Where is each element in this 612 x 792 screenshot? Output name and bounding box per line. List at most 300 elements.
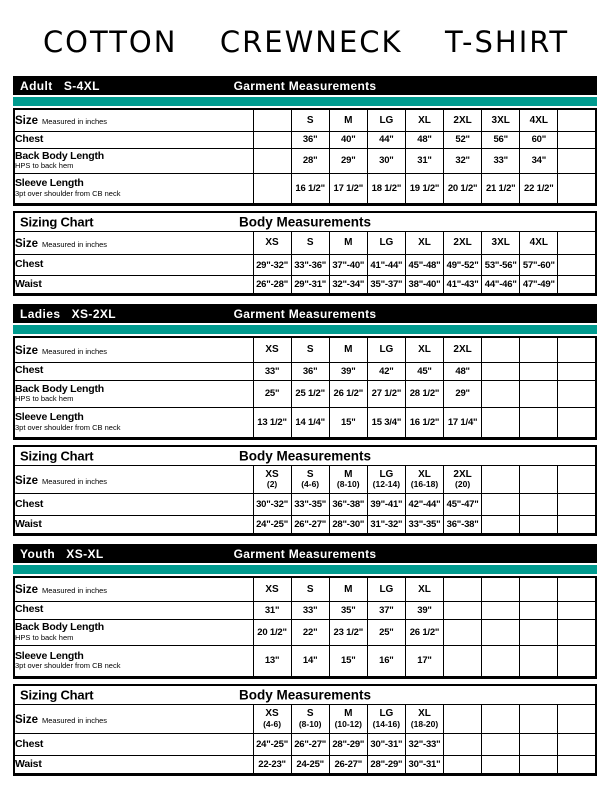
measurement-sublabel: HPS to back hem xyxy=(15,161,74,171)
measurement-value-cell: 22 1/2" xyxy=(520,173,558,204)
measurement-value-cell: 42" xyxy=(367,362,405,380)
measurement-value-cell: 17 1/2" xyxy=(329,173,367,204)
measurement-value-cell: 26 1/2" xyxy=(405,619,443,645)
measurement-value-cell: 22-23" xyxy=(253,756,291,775)
size-column-cell xyxy=(558,337,596,362)
size-column-name: S xyxy=(306,344,314,355)
body-measurements-title: Body Measurements xyxy=(238,687,372,703)
size-unit-note: Measured in inches xyxy=(42,346,108,356)
measurement-value-cell: 15" xyxy=(329,407,367,438)
size-column-cell xyxy=(558,109,596,131)
section-header-center: Garment Measurements xyxy=(233,546,377,561)
size-column-cell xyxy=(405,109,443,131)
measurement-value-cell: 33" xyxy=(253,362,291,380)
measurement-value-cell: 15" xyxy=(329,645,367,677)
measurement-value-cell: 33" xyxy=(482,148,520,173)
section-youth xyxy=(13,544,597,776)
size-column-name: XS xyxy=(265,583,279,595)
size-column-name: S xyxy=(306,237,314,249)
size-column-name: S xyxy=(306,583,314,595)
document-title: COTTON CREWNECK T-SHIRT xyxy=(42,25,570,59)
measurement-value-cell: 41"-43" xyxy=(444,276,482,295)
measurement-value-cell xyxy=(520,619,558,645)
size-column-cell xyxy=(253,337,291,362)
body-measurements-table xyxy=(13,211,597,297)
measurement-value-cell: 34" xyxy=(520,148,558,173)
body-measurements-table xyxy=(13,684,597,777)
measurement-value-cell xyxy=(520,516,558,535)
measurement-label-cell xyxy=(14,619,253,645)
size-column-cell xyxy=(482,577,520,601)
size-column-name: XL xyxy=(418,708,431,720)
size-column-name: XS xyxy=(265,344,279,355)
measurement-label: Chest xyxy=(15,364,44,377)
measurement-label-cell xyxy=(14,601,253,619)
section-header-bar xyxy=(13,76,597,95)
measurement-value-cell: 26 1/2" xyxy=(329,380,367,407)
size-column-name: LG xyxy=(379,583,394,595)
measurement-value-cell: 14 1/4" xyxy=(291,407,329,438)
measurement-value-cell: 26"-28" xyxy=(253,276,291,295)
measurement-row xyxy=(14,756,596,775)
measurement-row xyxy=(14,173,596,204)
measurement-label: Sleeve Length xyxy=(15,177,84,190)
measurement-label: Waist xyxy=(15,277,42,290)
size-column-cell xyxy=(405,466,443,494)
measurement-value-cell: 39" xyxy=(329,362,367,380)
measurement-value-cell: 25" xyxy=(253,380,291,407)
size-column-cell xyxy=(367,232,405,255)
section-title: Ladies XS-2XL xyxy=(20,306,117,321)
measurement-value-cell: 32"-34" xyxy=(329,276,367,295)
measurement-row xyxy=(14,131,596,148)
size-header-row xyxy=(14,466,596,494)
measurement-value-cell xyxy=(558,255,596,276)
measurement-row xyxy=(14,645,596,677)
measurement-value-cell: 49"-52" xyxy=(444,255,482,276)
section-gap xyxy=(13,296,597,304)
measurement-value-cell: 13" xyxy=(253,645,291,677)
measurement-value-cell xyxy=(558,380,596,407)
size-column-name: M xyxy=(344,114,353,126)
size-column-range: (14-16) xyxy=(372,718,401,729)
measurement-value-cell: 35"-37" xyxy=(367,276,405,295)
size-column-cell xyxy=(444,109,482,131)
measurement-value-cell xyxy=(558,276,596,295)
size-header-row xyxy=(14,337,596,362)
measurement-value-cell xyxy=(482,619,520,645)
measurement-value-cell: 24-25" xyxy=(291,756,329,775)
measurement-value-cell: 35" xyxy=(329,601,367,619)
measurement-value-cell: 28"-30" xyxy=(329,516,367,535)
size-column-cell xyxy=(405,337,443,362)
measurement-row xyxy=(14,494,596,516)
size-column-cell xyxy=(329,109,367,131)
measurement-value-cell: 27 1/2" xyxy=(367,380,405,407)
size-label-cell xyxy=(14,705,253,734)
size-column-cell xyxy=(291,466,329,494)
measurement-value-cell: 33"-35" xyxy=(405,516,443,535)
size-column-name: 2XL xyxy=(453,344,472,355)
size-column-cell xyxy=(291,232,329,255)
measurement-value-cell: 26"-27" xyxy=(291,516,329,535)
measurement-value-cell xyxy=(558,619,596,645)
size-column-name: 4XL xyxy=(529,114,548,126)
measurement-value-cell: 22" xyxy=(291,619,329,645)
measurement-value-cell: 47"-49" xyxy=(520,276,558,295)
measurement-value-cell xyxy=(253,148,291,173)
size-column-range: (4-6) xyxy=(263,718,282,729)
measurement-value-cell xyxy=(482,407,520,438)
size-column-name: 2XL xyxy=(453,114,472,126)
measurement-label-cell xyxy=(14,380,253,407)
measurement-value-cell: 30"-31" xyxy=(367,734,405,756)
measurement-row xyxy=(14,276,596,295)
garment-measurements-table xyxy=(13,336,597,440)
size-label: Size xyxy=(15,474,39,487)
size-column-name: XS xyxy=(265,468,279,480)
measurement-row xyxy=(14,734,596,756)
measurement-value-cell: 28 1/2" xyxy=(405,380,443,407)
size-label-cell xyxy=(14,337,253,362)
size-column-name: M xyxy=(344,468,353,480)
page-content xyxy=(13,76,597,776)
measurement-value-cell: 30"-31" xyxy=(405,756,443,775)
measurement-value-cell: 32" xyxy=(444,148,482,173)
size-column-name: M xyxy=(344,583,353,595)
section-title: Adult S-4XL xyxy=(20,78,100,93)
measurement-value-cell: 25 1/2" xyxy=(291,380,329,407)
measurement-value-cell xyxy=(558,601,596,619)
sizing-chart-title: Sizing Chart xyxy=(20,448,94,464)
accent-bar xyxy=(13,565,597,574)
measurement-value-cell: 33"-35" xyxy=(291,494,329,516)
size-column-name: 2XL xyxy=(453,237,472,249)
size-column-cell xyxy=(558,705,596,734)
measurement-value-cell xyxy=(482,494,520,516)
measurement-value-cell xyxy=(520,734,558,756)
measurement-label-cell xyxy=(14,407,253,438)
size-column-name: XL xyxy=(418,583,431,595)
size-column-name: 4XL xyxy=(529,237,548,249)
measurement-value-cell: 33" xyxy=(291,601,329,619)
measurement-value-cell: 26-27" xyxy=(329,756,367,775)
measurement-value-cell: 15 3/4" xyxy=(367,407,405,438)
size-column-cell xyxy=(367,337,405,362)
measurement-value-cell: 16" xyxy=(367,645,405,677)
measurement-value-cell xyxy=(482,380,520,407)
measurement-value-cell: 32"-33" xyxy=(405,734,443,756)
measurement-value-cell xyxy=(520,601,558,619)
measurement-value-cell: 38"-40" xyxy=(405,276,443,295)
size-header-row xyxy=(14,109,596,131)
size-column-name: LG xyxy=(379,468,394,480)
measurement-value-cell xyxy=(482,734,520,756)
size-column-name: XS xyxy=(265,708,279,720)
measurement-value-cell xyxy=(482,362,520,380)
measurement-label: Chest xyxy=(15,603,44,616)
measurement-label-cell xyxy=(14,494,253,516)
size-unit-note: Measured in inches xyxy=(42,586,108,596)
size-column-range: (8-10) xyxy=(298,718,322,729)
measurement-value-cell xyxy=(520,407,558,438)
measurement-value-cell: 28"-29" xyxy=(329,734,367,756)
size-unit-note: Measured in inches xyxy=(42,117,108,127)
size-column-range: (4-6) xyxy=(301,479,320,490)
measurement-value-cell: 36"-38" xyxy=(329,494,367,516)
measurement-row xyxy=(14,407,596,438)
measurement-value-cell xyxy=(558,173,596,204)
size-column-cell xyxy=(444,337,482,362)
measurement-label-cell xyxy=(14,148,253,173)
measurement-value-cell: 29"-31" xyxy=(291,276,329,295)
size-column-cell xyxy=(367,109,405,131)
size-column-cell xyxy=(253,705,291,734)
garment-measurements-table xyxy=(13,576,597,679)
accent-bar xyxy=(13,97,597,106)
measurement-value-cell: 29" xyxy=(444,380,482,407)
sizing-chart-header-cell xyxy=(14,212,596,232)
measurement-label: Chest xyxy=(15,132,44,145)
measurement-sublabel: 3pt over shoulder from CB neck xyxy=(15,422,121,432)
measurement-value-cell: 33"-36" xyxy=(291,255,329,276)
measurement-label-cell xyxy=(14,645,253,677)
size-label: Size xyxy=(15,714,39,726)
measurement-value-cell: 45"-47" xyxy=(444,494,482,516)
size-column-cell xyxy=(367,466,405,494)
size-column-name: XS xyxy=(265,237,279,249)
measurement-value-cell: 24"-25" xyxy=(253,734,291,756)
size-column-cell xyxy=(367,577,405,601)
accent-bar xyxy=(13,325,597,334)
measurement-value-cell: 20 1/2" xyxy=(444,173,482,204)
size-column-cell xyxy=(253,466,291,494)
measurement-sublabel: HPS to back hem xyxy=(15,394,74,404)
section-title: Youth XS-XL xyxy=(20,546,104,561)
size-column-name: XL xyxy=(418,344,431,355)
section-header-center: Garment Measurements xyxy=(233,78,377,93)
garment-measurements-table xyxy=(13,108,597,206)
size-column-name: M xyxy=(344,708,353,720)
measurement-sublabel: 3pt over shoulder from CB neck xyxy=(15,661,121,671)
measurement-value-cell: 31" xyxy=(405,148,443,173)
size-column-cell xyxy=(291,337,329,362)
size-column-cell xyxy=(520,232,558,255)
measurement-label-cell xyxy=(14,756,253,775)
measurement-value-cell: 56" xyxy=(482,131,520,148)
size-column-cell xyxy=(405,577,443,601)
size-column-name: LG xyxy=(379,344,394,355)
section-header-center: Garment Measurements xyxy=(233,306,377,321)
measurement-value-cell xyxy=(558,494,596,516)
measurement-value-cell xyxy=(558,734,596,756)
size-column-name: M xyxy=(344,344,353,355)
measurement-value-cell xyxy=(482,756,520,775)
measurement-value-cell: 36" xyxy=(291,362,329,380)
size-column-name: S xyxy=(306,468,314,480)
size-column-cell xyxy=(520,705,558,734)
measurement-value-cell: 44"-46" xyxy=(482,276,520,295)
size-column-range: (18-20) xyxy=(410,718,439,729)
size-column-name: LG xyxy=(379,114,394,126)
measurement-value-cell: 29"-32" xyxy=(253,255,291,276)
size-column-cell xyxy=(253,232,291,255)
measurement-row xyxy=(14,362,596,380)
size-header-row xyxy=(14,705,596,734)
size-column-cell xyxy=(482,337,520,362)
size-header-row xyxy=(14,577,596,601)
sizing-chart-header-row xyxy=(14,212,596,232)
measurement-value-cell xyxy=(558,516,596,535)
measurement-value-cell: 57"-60" xyxy=(520,255,558,276)
size-column-cell xyxy=(291,109,329,131)
measurement-value-cell xyxy=(520,494,558,516)
measurement-label: Back Body Length xyxy=(15,382,104,395)
measurement-value-cell: 37"-40" xyxy=(329,255,367,276)
sizing-chart-title: Sizing Chart xyxy=(20,687,94,703)
measurement-value-cell xyxy=(253,173,291,204)
measurement-sublabel: 3pt over shoulder from CB neck xyxy=(15,188,121,198)
measurement-value-cell: 23 1/2" xyxy=(329,619,367,645)
sizing-chart-header-row xyxy=(14,446,596,466)
measurement-value-cell xyxy=(253,131,291,148)
measurement-value-cell: 17 1/4" xyxy=(444,407,482,438)
size-column-name: S xyxy=(306,708,314,720)
section-gap xyxy=(13,536,597,544)
measurement-label: Waist xyxy=(15,757,42,770)
measurement-value-cell: 30"-32" xyxy=(253,494,291,516)
size-column-cell xyxy=(558,466,596,494)
size-column-cell xyxy=(444,577,482,601)
measurement-value-cell: 21 1/2" xyxy=(482,173,520,204)
measurement-value-cell: 18 1/2" xyxy=(367,173,405,204)
body-measurements-title: Body Measurements xyxy=(238,214,372,230)
measurement-label: Chest xyxy=(15,258,44,271)
size-unit-note: Measured in inches xyxy=(42,240,108,249)
size-label: Size xyxy=(15,584,39,597)
body-measurements-title: Body Measurements xyxy=(238,448,372,464)
measurement-row xyxy=(14,255,596,276)
measurement-value-cell: 53"-56" xyxy=(482,255,520,276)
size-column-name: LG xyxy=(379,237,394,249)
size-column-cell xyxy=(520,577,558,601)
sizing-chart-title: Sizing Chart xyxy=(20,214,94,230)
measurement-value-cell: 42"-44" xyxy=(405,494,443,516)
measurement-label: Sleeve Length xyxy=(15,649,84,662)
measurement-value-cell xyxy=(558,362,596,380)
measurement-value-cell: 40" xyxy=(329,131,367,148)
measurement-label: Chest xyxy=(15,737,44,750)
measurement-value-cell: 45" xyxy=(405,362,443,380)
size-column-cell xyxy=(482,705,520,734)
size-column-name: XL xyxy=(418,237,431,249)
sizing-chart-header-row xyxy=(14,685,596,705)
measurement-value-cell: 30" xyxy=(367,148,405,173)
size-column-cell xyxy=(329,466,367,494)
size-label-cell xyxy=(14,466,253,494)
measurement-value-cell xyxy=(558,148,596,173)
measurement-value-cell xyxy=(558,407,596,438)
size-column-name: XL xyxy=(418,114,431,126)
size-column-cell xyxy=(291,577,329,601)
size-column-cell xyxy=(520,109,558,131)
size-column-cell xyxy=(291,705,329,734)
size-column-cell xyxy=(405,705,443,734)
measurement-value-cell xyxy=(444,645,482,677)
size-column-name: M xyxy=(344,237,353,249)
size-column-cell xyxy=(329,705,367,734)
measurement-value-cell: 24"-25" xyxy=(253,516,291,535)
measurement-value-cell xyxy=(482,516,520,535)
measurement-value-cell: 17" xyxy=(405,645,443,677)
measurement-value-cell: 39"-41" xyxy=(367,494,405,516)
size-column-range: (10-12) xyxy=(334,718,362,729)
measurement-label-cell xyxy=(14,131,253,148)
measurement-value-cell xyxy=(520,362,558,380)
size-column-range: (2) xyxy=(266,479,278,490)
measurement-value-cell xyxy=(482,645,520,677)
size-label-cell xyxy=(14,109,253,131)
measurement-value-cell: 26"-27" xyxy=(291,734,329,756)
size-column-cell xyxy=(329,577,367,601)
size-column-name: 3XL xyxy=(491,114,510,126)
measurement-row xyxy=(14,380,596,407)
size-column-cell xyxy=(520,466,558,494)
size-column-name: 3XL xyxy=(491,237,510,249)
measurement-value-cell: 36"-38" xyxy=(444,516,482,535)
measurement-value-cell: 52" xyxy=(444,131,482,148)
measurement-row xyxy=(14,148,596,173)
measurement-label: Waist xyxy=(15,517,42,530)
measurement-value-cell: 16 1/2" xyxy=(405,407,443,438)
measurement-value-cell xyxy=(520,756,558,775)
size-column-cell xyxy=(253,109,291,131)
size-column-cell xyxy=(444,232,482,255)
measurement-value-cell: 60" xyxy=(520,131,558,148)
sizing-chart-header-cell xyxy=(14,685,596,705)
measurement-label-cell xyxy=(14,516,253,535)
measurement-value-cell xyxy=(482,601,520,619)
measurement-value-cell xyxy=(444,619,482,645)
size-column-cell xyxy=(558,232,596,255)
measurement-value-cell: 36" xyxy=(291,131,329,148)
measurement-row xyxy=(14,601,596,619)
size-column-name: LG xyxy=(379,708,394,720)
size-label-cell xyxy=(14,232,253,255)
measurement-value-cell: 31"-32" xyxy=(367,516,405,535)
measurement-sublabel: HPS to back hem xyxy=(15,632,74,642)
measurement-value-cell: 29" xyxy=(329,148,367,173)
measurement-row xyxy=(14,619,596,645)
size-column-cell xyxy=(367,705,405,734)
body-measurements-table xyxy=(13,445,597,537)
measurement-value-cell xyxy=(520,645,558,677)
section-header-bar xyxy=(13,544,597,563)
measurement-value-cell xyxy=(444,601,482,619)
measurement-value-cell: 44" xyxy=(367,131,405,148)
measurement-label: Sleeve Length xyxy=(15,411,84,424)
measurement-value-cell xyxy=(520,380,558,407)
size-label-cell xyxy=(14,577,253,601)
measurement-value-cell: 37" xyxy=(367,601,405,619)
size-column-cell xyxy=(444,705,482,734)
size-column-range: (16-18) xyxy=(410,479,439,490)
measurement-value-cell: 16 1/2" xyxy=(291,173,329,204)
measurement-value-cell: 13 1/2" xyxy=(253,407,291,438)
measurement-row xyxy=(14,516,596,535)
size-column-name: 2XL xyxy=(453,468,472,480)
measurement-label-cell xyxy=(14,362,253,380)
